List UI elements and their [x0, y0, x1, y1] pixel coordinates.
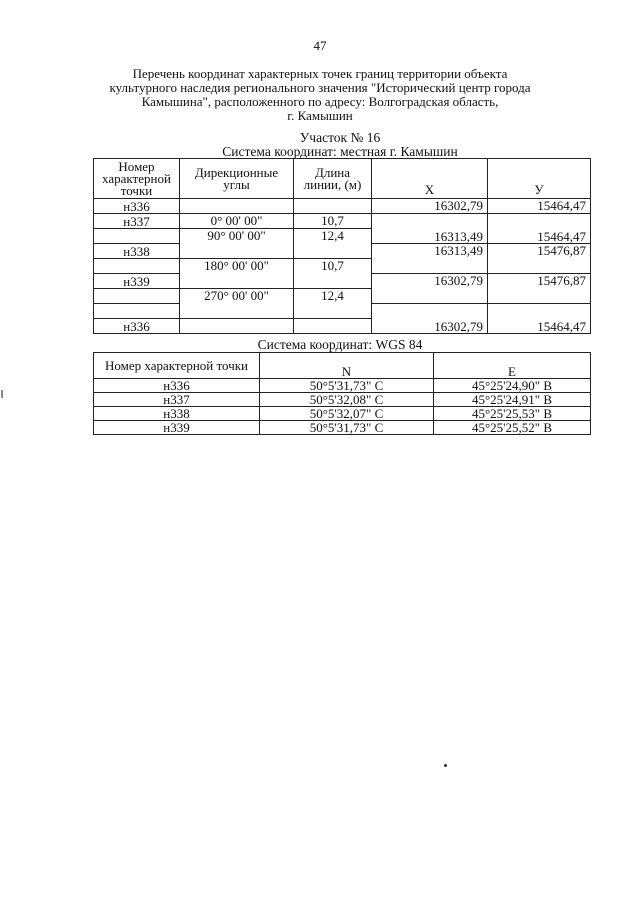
scan-speck — [444, 764, 447, 767]
wgs-point-name: н336 — [94, 379, 260, 393]
point-y: 15464,47 — [488, 304, 591, 334]
table-row — [94, 199, 591, 214]
point-y: 15476,87 — [488, 274, 591, 304]
point-x: 16302,79 — [372, 199, 488, 214]
point-y: 15464,47 — [488, 199, 591, 214]
wgs-header-e: E — [434, 353, 591, 379]
point-x: 16313,49 — [372, 214, 488, 244]
point-x: 16313,49 — [372, 244, 488, 274]
section-title: Участок № 16 — [299, 130, 381, 145]
document-heading — [70, 67, 570, 123]
point-name: н339 — [94, 274, 180, 289]
point-name: н337 — [94, 214, 180, 229]
segment-length: 10,7 — [294, 259, 372, 289]
wgs-point-name: н337 — [94, 393, 260, 407]
wgs-point-n: 50°5'32,08" С — [260, 393, 434, 407]
wgs-point-name: н338 — [94, 407, 260, 421]
table-row — [94, 379, 591, 393]
point-name: н338 — [94, 244, 180, 259]
segment-angle: 90° 00' 00" — [180, 229, 294, 259]
point-y: 15464,47 — [488, 214, 591, 244]
segment-length: 12,4 — [294, 289, 372, 319]
scan-margin-mark — [1, 390, 3, 398]
segment-length: 12,4 — [294, 229, 372, 259]
wgs-point-n: 50°5'31,73" С — [260, 421, 434, 435]
wgs-system-title: Система координат: WGS 84 — [257, 337, 423, 352]
point-y: 15476,87 — [488, 244, 591, 274]
segment-angle: 270° 00' 00" — [180, 289, 294, 319]
wgs-point-name: н339 — [94, 421, 260, 435]
page-number: 47 — [313, 38, 327, 53]
segment-angle: 0° 00' 00" — [180, 214, 294, 229]
header-point: Номер характерной точки — [94, 159, 180, 199]
wgs-header-n: N — [260, 353, 434, 379]
table-row — [94, 393, 591, 407]
wgs-point-e: 45°25'24,90" В — [434, 379, 591, 393]
segment-angle: 180° 00' 00" — [180, 259, 294, 289]
point-x: 16302,79 — [372, 274, 488, 304]
header-length: Длина линии, (м) — [294, 159, 372, 199]
wgs-header-point: Номер характерной точки — [94, 353, 260, 379]
heading-line-4: г. Камышин — [287, 108, 353, 123]
wgs-point-n: 50°5'31,73" С — [260, 379, 434, 393]
wgs-point-e: 45°25'25,52" В — [434, 421, 591, 435]
wgs-coordinates-table — [93, 352, 591, 435]
local-system-title: Система координат: местная г. Камышин — [222, 144, 458, 159]
local-coordinates-table — [93, 158, 591, 334]
segment-length: 10,7 — [294, 214, 372, 229]
heading-line-1: Перечень координат характерных точек границ территории объекта — [132, 66, 508, 81]
wgs-point-e: 45°25'25,53" В — [434, 407, 591, 421]
header-y: У — [488, 159, 591, 199]
heading-line-3: Камышина", расположенного по адресу: Волгоградская область, — [141, 94, 499, 109]
header-angle: Дирекционные углы — [180, 159, 294, 199]
point-x: 16302,79 — [372, 304, 488, 334]
point-name: н336 — [94, 319, 180, 334]
wgs-point-e: 45°25'24,91" В — [434, 393, 591, 407]
heading-line-2: культурного наследия регионального значения "Исторический центр города — [109, 80, 531, 95]
table-row — [94, 421, 591, 435]
point-name: н336 — [94, 199, 180, 214]
wgs-point-n: 50°5'32,07" С — [260, 407, 434, 421]
table-row — [94, 407, 591, 421]
header-x: X — [372, 159, 488, 199]
